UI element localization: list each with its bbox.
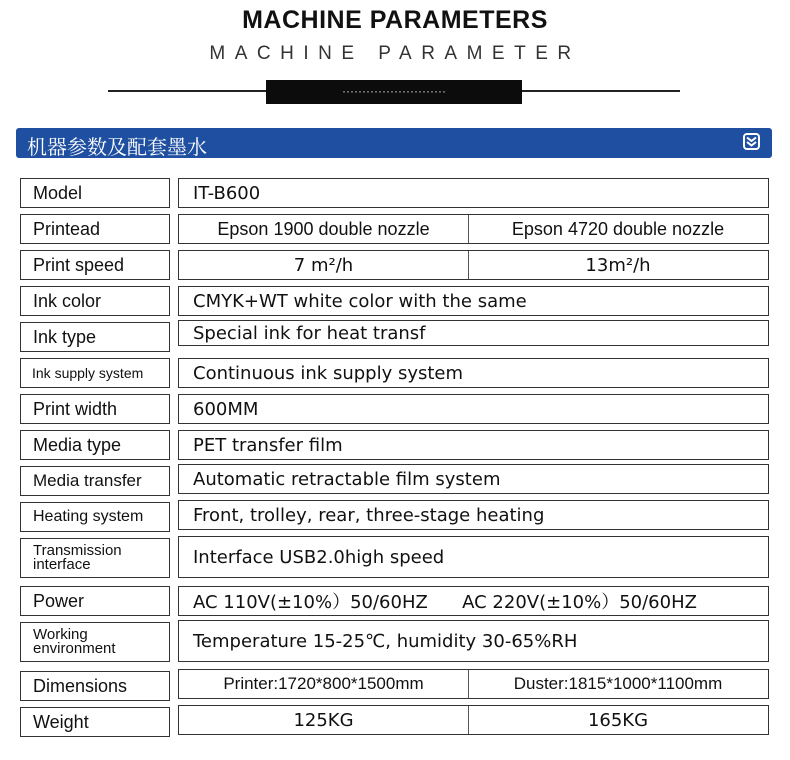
param-label-transmission-interface: Transmission interface: [20, 538, 170, 578]
param-value-power: AC 110V(±10%）50/60HZ AC 220V(±10%）50/60HZ: [178, 586, 769, 616]
param-label-weight: Weight: [20, 707, 170, 737]
print-speed-a: 7 m²/h: [179, 251, 469, 279]
param-value-model: IT-B600: [178, 178, 769, 208]
param-label-working-environment: Working environment: [20, 622, 170, 662]
param-value-ink-supply: Continuous ink supply system: [178, 358, 769, 388]
param-value-weight: [178, 705, 769, 735]
param-label-media-transfer: Media transfer: [20, 466, 170, 496]
param-value-heating-system: Front, trolley, rear, three-stage heating: [178, 500, 769, 530]
param-label-ink-color: Ink color: [20, 286, 170, 316]
dimensions-printer: Printer:1720*800*1500mm: [179, 670, 469, 698]
param-label-print-width: Print width: [20, 394, 170, 424]
param-label-model: Model: [20, 178, 170, 208]
param-label-ink-type: Ink type: [20, 322, 170, 352]
param-label-media-type: Media type: [20, 430, 170, 460]
param-value-printhead: [178, 214, 769, 244]
param-label-print-speed: Print speed: [20, 250, 170, 280]
weight-a: 125KG: [179, 706, 469, 734]
weight-b: 165KG: [587, 709, 649, 731]
param-value-print-width: 600MM: [178, 394, 769, 424]
page-title: MACHINE PARAMETERS: [242, 6, 548, 34]
printhead-option-a: Epson 1900 double nozzle: [179, 215, 469, 243]
dimensions-duster: Duster:1815*1000*1100mm: [513, 674, 723, 693]
page-subtitle: MACHINE PARAMETER: [209, 43, 581, 64]
param-label-power: Power: [20, 586, 170, 616]
section-title: 机器参数及配套墨水: [27, 135, 207, 159]
param-label-dimensions: Dimensions: [20, 671, 170, 701]
param-label-heating-system: Heating system: [20, 502, 170, 532]
divider-right: [522, 90, 680, 92]
section-header-bar[interactable]: [16, 128, 772, 158]
header-black-bar: ··························: [266, 80, 522, 104]
param-value-ink-color: CMYK+WT white color with the same: [178, 286, 769, 316]
param-value-working-environment: Temperature 15-25℃, humidity 30-65%RH: [178, 620, 769, 662]
param-value-ink-type: Special ink for heat transf: [178, 320, 769, 346]
param-value-media-type: PET transfer film: [178, 430, 769, 460]
param-label-ink-supply: Ink supply system: [20, 358, 170, 388]
param-value-dimensions: [178, 669, 769, 699]
param-value-print-speed: [178, 250, 769, 280]
chevron-double-down-icon[interactable]: [743, 133, 760, 150]
print-speed-b: 13m²/h: [585, 254, 651, 276]
param-value-transmission-interface: Interface USB2.0high speed: [178, 536, 769, 578]
param-value-media-transfer: Automatic retractable film system: [178, 464, 769, 494]
printhead-option-b: Epson 4720 double nozzle: [511, 218, 725, 239]
param-label-printhead: Printead: [20, 214, 170, 244]
divider-left: [108, 90, 266, 92]
